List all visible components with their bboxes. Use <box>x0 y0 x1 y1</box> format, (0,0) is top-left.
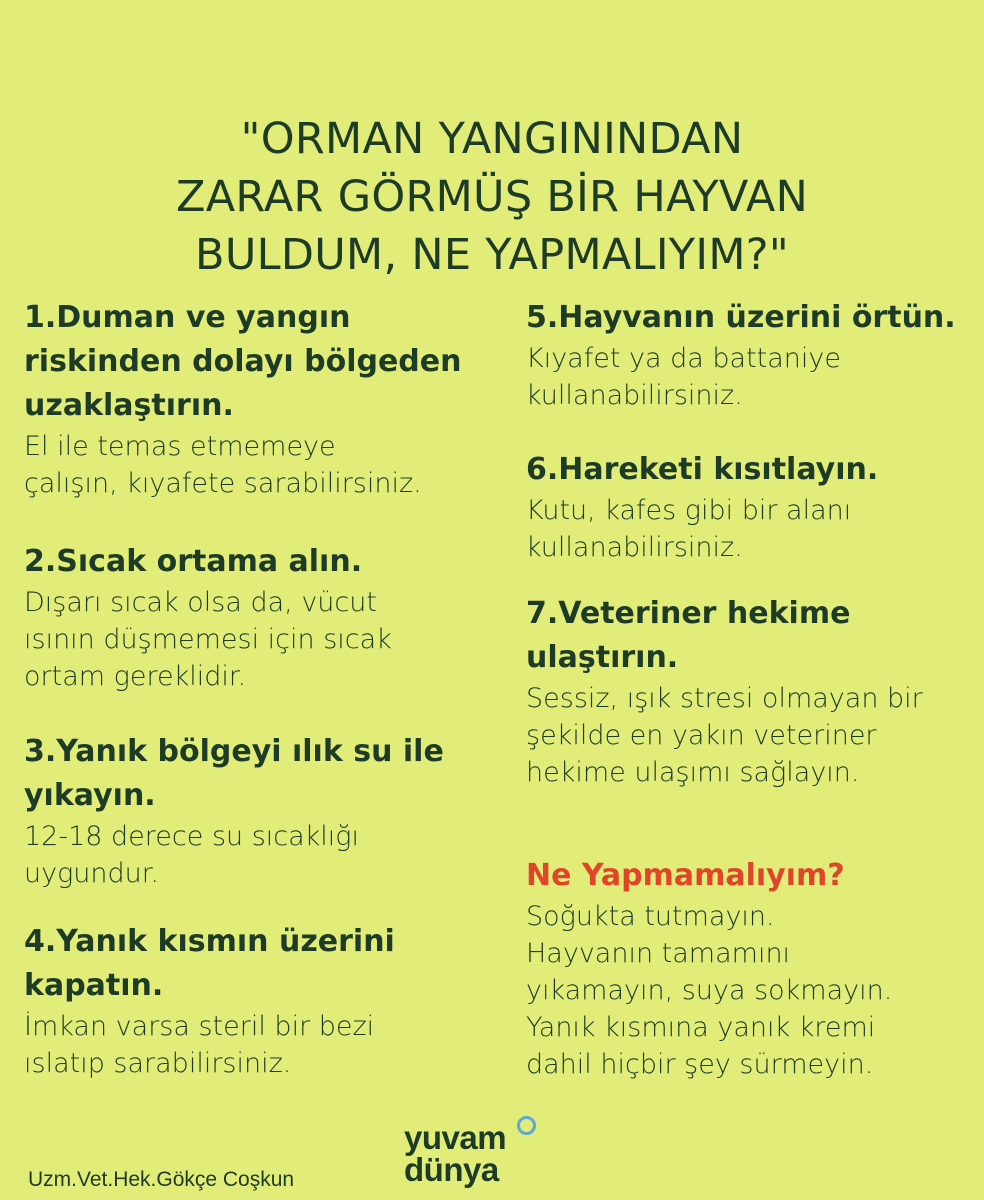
title-line: "ORMAN YANGININDAN <box>240 114 744 164</box>
step-text: ıslatıp sarabilirsiniz. <box>24 1048 292 1079</box>
step-4 <box>24 920 395 1082</box>
step-text: çalışın, kıyafete sarabilirsiniz. <box>24 468 422 499</box>
step-7 <box>526 592 923 791</box>
step-heading: 3.Yanık bölgeyi ılık su ile <box>24 734 444 769</box>
step-text: Kıyafet ya da battaniye <box>526 343 841 374</box>
step-1 <box>24 296 462 502</box>
step-text: kullanabilirsiniz. <box>526 532 743 563</box>
donts-section <box>526 854 892 1083</box>
step-heading: kapatın. <box>24 968 164 1003</box>
step-6 <box>526 448 878 566</box>
title-line: ZARAR GÖRMÜŞ BİR HAYVAN <box>175 172 809 222</box>
donts-text: Yanık kısmına yanık kremi <box>526 1012 876 1043</box>
step-text: uygundur. <box>24 858 159 889</box>
step-heading: 4.Yanık kısmın üzerini <box>24 924 395 959</box>
step-heading: ulaştırın. <box>526 640 679 675</box>
step-heading: riskinden dolayı bölgeden <box>24 344 462 379</box>
step-heading: 2.Sıcak ortama alın. <box>24 544 363 579</box>
step-heading: 5.Hayvanın üzerini örtün. <box>526 300 956 335</box>
step-heading: 7.Veteriner hekime <box>526 596 851 631</box>
step-text: ortam gereklidir. <box>24 661 247 692</box>
step-3 <box>24 730 444 892</box>
step-text: hekime ulaşımı sağlayın. <box>526 757 860 788</box>
donts-text: yıkamayın, suya sokmayın. <box>526 975 893 1006</box>
step-heading: 1.Duman ve yangın <box>24 300 351 335</box>
step-heading: yıkayın. <box>24 778 156 813</box>
step-text: El ile temas etmemeye <box>24 431 336 462</box>
step-text: Dışarı sıcak olsa da, vücut <box>24 587 377 618</box>
step-text: Sessiz, ışık stresi olmayan bir <box>526 683 923 714</box>
step-heading: 6.Hareketi kısıtlayın. <box>526 452 879 487</box>
step-text: 12-18 derece su sıcaklığı <box>24 821 360 852</box>
author-credit: Uzm.Vet.Hek.Gökçe Coşkun <box>28 1168 295 1191</box>
step-text: İmkan varsa steril bir bezi <box>24 1011 375 1042</box>
step-text: şekilde en yakın veteriner <box>526 720 877 751</box>
step-text: ısının düşmemesi için sıcak <box>24 624 392 655</box>
logo-line: dünya <box>404 1151 499 1188</box>
step-text: kullanabilirsiniz. <box>526 380 743 411</box>
donts-text: Hayvanın tamamını <box>526 938 791 969</box>
logo-ring-icon <box>517 1116 536 1135</box>
step-text: Kutu, kafes gibi bir alanı <box>526 495 852 526</box>
donts-text: dahil hiçbir şey sürmeyin. <box>526 1049 874 1080</box>
title-line: BULDUM, NE YAPMALIYIM?" <box>195 230 789 280</box>
step-5 <box>526 296 956 414</box>
step-2 <box>24 540 392 695</box>
page-title <box>0 110 984 284</box>
donts-text: Soğukta tutmayın. <box>526 901 775 932</box>
logo-line: yuvam <box>404 1119 507 1156</box>
step-heading: uzaklaştırın. <box>24 388 234 423</box>
donts-heading: Ne Yapmamalıyım? <box>526 858 845 893</box>
brand-logo <box>404 1119 507 1188</box>
